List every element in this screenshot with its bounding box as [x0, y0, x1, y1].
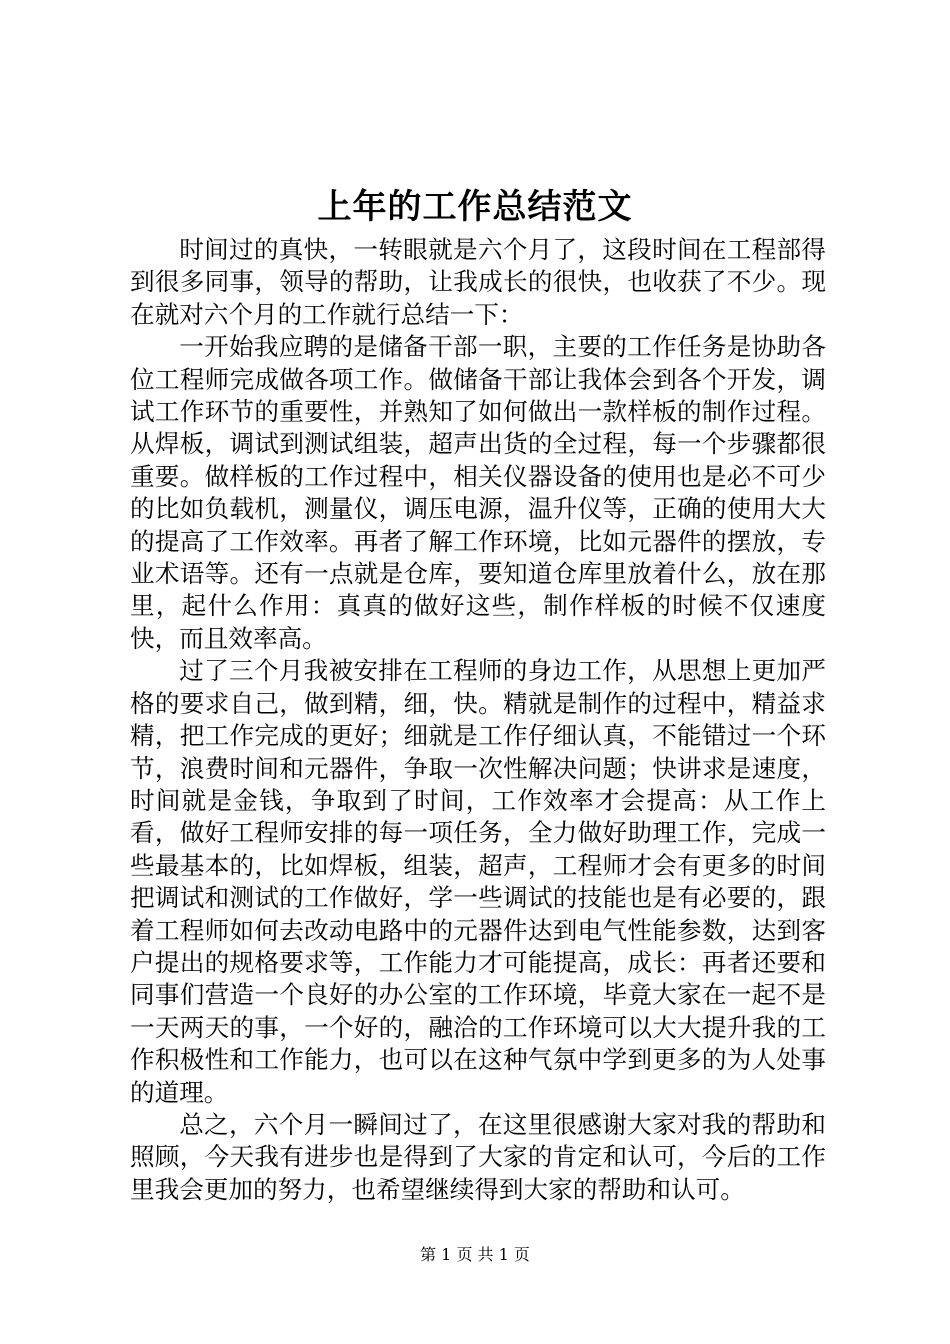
page-number-footer: 第 1 页 共 1 页: [420, 1245, 530, 1264]
paragraph-conclusion: 总之，六个月一瞬间过了，在这里很感谢大家对我的帮助和照顾，今天我有进步也是得到了大家的肯定和认可，今后的工作里我会更加的努力，也希望继续得到大家的帮助和认可。: [130, 1109, 826, 1204]
paragraph-reserve-cadre: 一开始我应聘的是储备干部一职，主要的工作任务是协助各位工程师完成做各项工作。做储备干部让我体会到各个开发，调试工作环节的重要性，并熟知了如何做出一款样板的制作过程。从焊板，调试到测试组装，超声出货的全过程，每一个步骤都很重要。做样板的工作过程中，相关仪器设备的使用也是必不可少的比如负载机，测量仪，调压电源，温升仪等，正确的使用大大的提高了工作效率。再者了解工作环境，比如元器件的摆放，专业术语等。还有一点就是仓库，要知道仓库里放着什么，放在那里，起什么作用：真真的做好这些，制作样板的时候不仅速度快，而且效率高。: [130, 332, 826, 653]
paragraph-engineer-assistant: 过了三个月我被安排在工程师的身边工作，从思想上更加严格的要求自己，做到精，细，快。精就是制作的过程中，精益求精，把工作完成的更好；细就是工作仔细认真，不能错过一个环节，浪费时间和元器件，争取一次性解决问题；快讲求是速度，时间就是金钱，争取到了时间，工作效率才会提高：从工作上看，做好工程师安排的每一项任务，全力做好助理工作，完成一些最基本的，比如焊板，组装，超声，工程师才会有更多的时间把调试和测试的工作做好，学一些调试的技能也是有必要的，跟着工程师如何去改动电路中的元器件达到电气性能参数，达到客户提出的规格要求等，工作能力才可能提高，成长：再者还要和同事们营造一个良好的办公室的工作环境，毕竟大家在一起不是一天两天的事，一个好的，融洽的工作环境可以大大提升我的工作积极性和工作能力，也可以在这种气氛中学到更多的为人处事的道理。: [130, 656, 826, 1107]
paragraph-intro: 时间过的真快，一转眼就是六个月了，这段时间在工程部得到很多同事，领导的帮助，让我成长的很快，也收获了不少。现在就对六个月的工作就行总结一下：: [130, 235, 826, 329]
document-title: 上年的工作总结范文: [317, 187, 633, 227]
document-body: [130, 234, 826, 1206]
